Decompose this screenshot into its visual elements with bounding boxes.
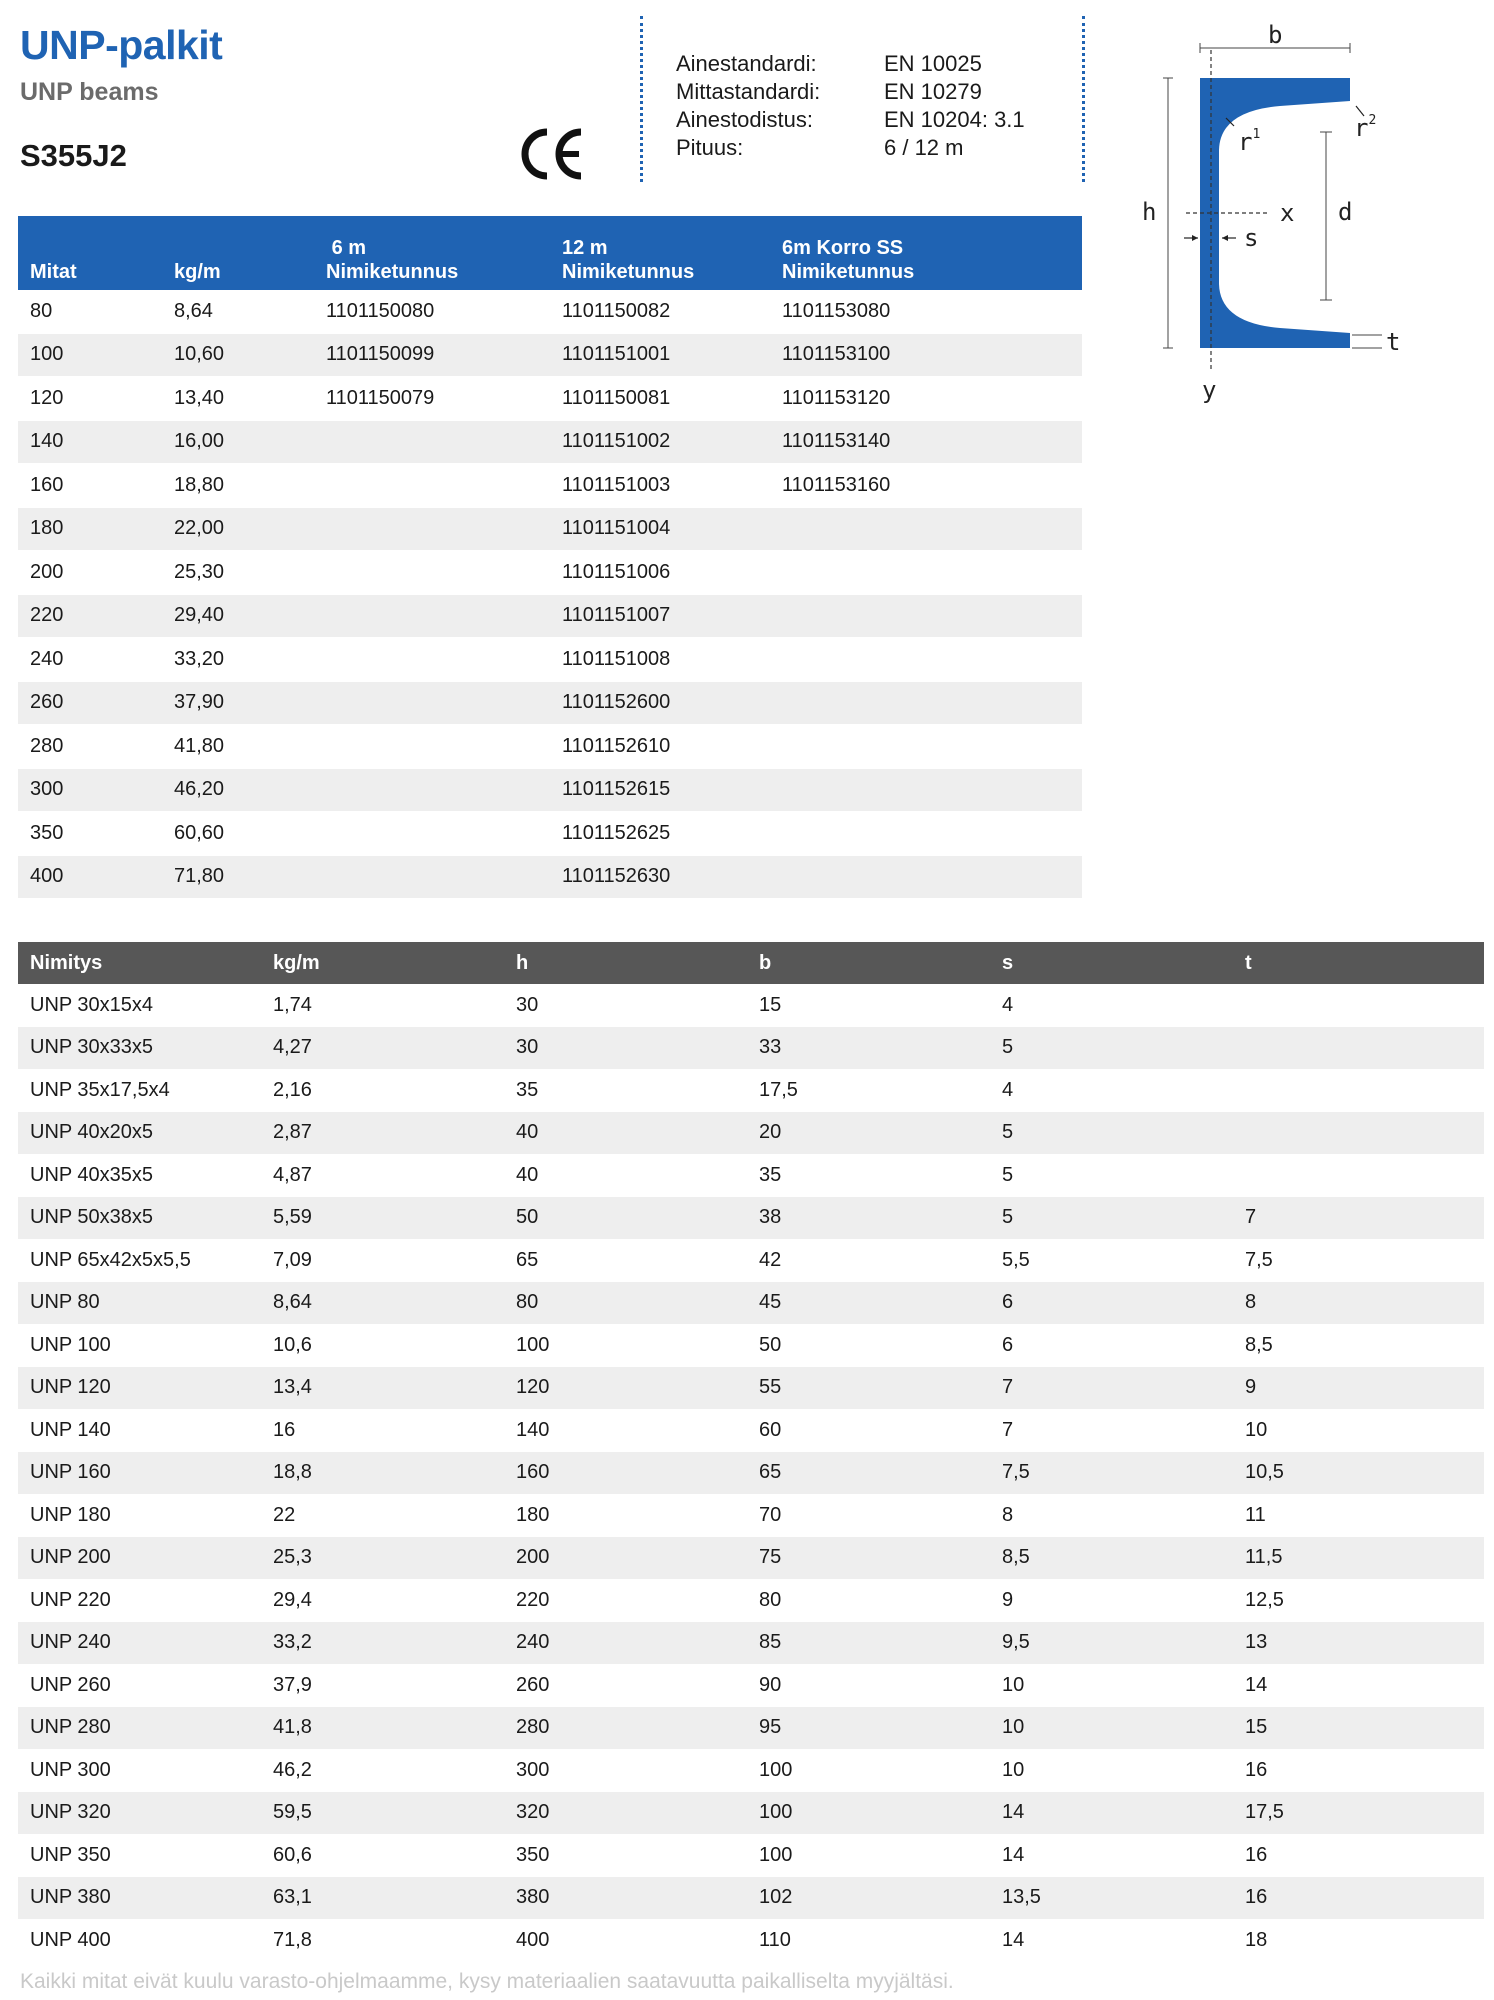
table-cell: 2,16 — [273, 1078, 312, 1101]
table-cell: 16 — [1245, 1758, 1268, 1781]
table-cell: 4 — [1002, 993, 1014, 1016]
axis-y-label: y — [1202, 376, 1217, 404]
table-row — [18, 1154, 1484, 1197]
table-row — [18, 1919, 1484, 1962]
table-cell: 280 — [18, 725, 162, 769]
table-cell: 18,8 — [261, 1452, 504, 1495]
col-header: 6 m Nimiketunnus — [314, 216, 550, 290]
product-table — [18, 216, 1082, 899]
table-row — [18, 1664, 1484, 1707]
table-cell: 110 — [759, 1928, 791, 1951]
table-cell: 140 — [18, 420, 162, 464]
table-cell: 100 — [759, 1843, 793, 1866]
table-row — [18, 1749, 1484, 1792]
table-cell — [1233, 984, 1484, 1027]
page-subtitle: UNP beams — [20, 78, 159, 106]
table-cell: 9 — [1233, 1367, 1484, 1410]
table-cell: 46,2 — [273, 1758, 312, 1781]
table-cell — [314, 464, 550, 508]
table-cell: 200 — [18, 551, 162, 595]
table-row — [18, 333, 1082, 377]
table-cell: 35 — [516, 1078, 539, 1101]
spec-value: 6 / 12 m — [884, 135, 964, 160]
spec-label: Ainestodistus: — [676, 107, 813, 132]
table-cell — [314, 855, 550, 899]
table-cell: 14 — [1002, 1928, 1025, 1951]
table-cell: 100 — [18, 333, 162, 377]
table-cell: 300 — [18, 768, 162, 812]
table-cell: 380 — [504, 1877, 747, 1920]
table-cell: UNP 80 — [18, 1282, 261, 1325]
table-cell — [314, 420, 550, 464]
table-cell: 5 — [1002, 1163, 1014, 1186]
spec-row — [676, 78, 1025, 106]
table-row — [18, 464, 1082, 508]
table-cell: 65 — [747, 1452, 990, 1495]
table-cell: 160 — [504, 1452, 747, 1495]
table-cell: 16 — [1233, 1877, 1484, 1920]
spec-label: Pituus: — [676, 135, 744, 160]
table-cell: 5,5 — [1002, 1248, 1030, 1271]
table-cell: UNP 40x20x5 — [18, 1112, 261, 1155]
table-cell: 15 — [759, 993, 782, 1016]
table-cell: 75 — [747, 1537, 990, 1580]
table-cell: 5 — [990, 1197, 1233, 1240]
dimension-table — [18, 942, 1484, 1962]
table-cell: 260 — [516, 1673, 550, 1696]
table-cell: 7 — [1233, 1197, 1484, 1240]
table-cell: 100 — [516, 1333, 550, 1356]
table-row — [18, 1324, 1484, 1367]
table-cell — [770, 507, 1082, 551]
table-cell: 7,5 — [1245, 1248, 1273, 1271]
table-cell: UNP 300 — [30, 1758, 111, 1781]
table-row — [18, 507, 1082, 551]
table-row — [18, 1537, 1484, 1580]
table-cell: 25,3 — [261, 1537, 504, 1580]
dim-b-label: b — [1268, 21, 1283, 49]
table-cell: 260 — [18, 681, 162, 725]
table-cell: 280 — [504, 1707, 747, 1750]
product-table-header — [18, 216, 1082, 290]
col-header: kg/m — [261, 942, 504, 984]
table-row — [18, 768, 1082, 812]
table-cell — [314, 638, 550, 682]
axis-x-label: x — [1280, 199, 1295, 227]
table-cell: 30 — [504, 1027, 747, 1070]
table-cell: 80 — [759, 1588, 782, 1611]
table-cell: UNP 200 — [18, 1537, 261, 1580]
table-row — [18, 1707, 1484, 1750]
table-cell: 5 — [990, 1112, 1233, 1155]
table-cell: 1101152600 — [550, 681, 770, 725]
spec-value: EN 10025 — [884, 51, 982, 76]
table-cell: 1101151008 — [550, 638, 770, 682]
table-cell: 55 — [747, 1367, 990, 1410]
table-row — [18, 638, 1082, 682]
table-cell: 1101153120 — [770, 377, 1082, 421]
table-cell — [770, 812, 1082, 856]
table-cell: 180 — [516, 1503, 550, 1526]
table-cell: 220 — [18, 594, 162, 638]
dim-t-label: t — [1386, 328, 1401, 356]
col-header: b — [747, 942, 990, 984]
table-cell: 11,5 — [1233, 1537, 1484, 1580]
col-header: kg/m — [162, 216, 314, 290]
table-cell: 18 — [1245, 1928, 1268, 1951]
table-cell: 13 — [1233, 1622, 1484, 1665]
table-cell: 30 — [516, 993, 539, 1016]
table-cell: 85 — [747, 1622, 990, 1665]
table-cell: 6 — [990, 1282, 1233, 1325]
table-cell — [1233, 1112, 1484, 1155]
table-cell: 41,80 — [162, 725, 314, 769]
table-cell: UNP 240 — [18, 1622, 261, 1665]
divider-left — [640, 16, 643, 182]
table-cell: UNP 280 — [18, 1707, 261, 1750]
table-cell: 13,4 — [261, 1367, 504, 1410]
table-row — [18, 681, 1082, 725]
table-cell: 240 — [504, 1622, 747, 1665]
table-cell: 1101150099 — [314, 333, 550, 377]
table-cell: 180 — [18, 507, 162, 551]
divider-right — [1082, 16, 1085, 182]
table-cell: 10 — [990, 1707, 1233, 1750]
table-cell: 38 — [747, 1197, 990, 1240]
table-row — [18, 551, 1082, 595]
table-cell: UNP 400 — [30, 1928, 111, 1951]
table-cell: 13,5 — [990, 1877, 1233, 1920]
table-cell: 40 — [516, 1163, 539, 1186]
table-cell — [1233, 1027, 1484, 1070]
table-cell: UNP 65x42x5x5,5 — [30, 1248, 191, 1271]
table-cell: 17,5 — [759, 1078, 798, 1101]
table-row — [18, 1027, 1484, 1070]
table-cell: 11 — [1245, 1503, 1266, 1526]
dim-h-label: h — [1142, 198, 1157, 226]
ce-mark-icon — [517, 128, 585, 180]
table-cell: UNP 50x38x5 — [18, 1197, 261, 1240]
table-cell: 1101152610 — [550, 725, 770, 769]
table-cell: UNP 380 — [18, 1877, 261, 1920]
table-cell — [770, 594, 1082, 638]
table-cell: 95 — [747, 1707, 990, 1750]
table-cell: UNP 160 — [18, 1452, 261, 1495]
page-title: UNP-palkit — [20, 22, 223, 68]
radius-r1-label: $r^1$ — [1238, 127, 1261, 156]
table-cell: 350 — [18, 812, 162, 856]
table-cell: 8,64 — [261, 1282, 504, 1325]
table-cell: 15 — [1233, 1707, 1484, 1750]
table-cell: 80 — [18, 290, 162, 333]
spec-row — [676, 106, 1025, 134]
col-header: s — [990, 942, 1233, 984]
table-cell — [770, 725, 1082, 769]
table-cell: 16 — [273, 1418, 296, 1441]
table-cell: UNP 220 — [30, 1588, 111, 1611]
table-cell — [314, 551, 550, 595]
table-row — [18, 420, 1082, 464]
table-cell: 45 — [747, 1282, 990, 1325]
table-cell — [770, 681, 1082, 725]
table-cell: 1101151002 — [550, 420, 770, 464]
table-row — [18, 1494, 1484, 1537]
table-cell — [770, 855, 1082, 899]
table-row — [18, 1452, 1484, 1495]
table-cell: 35 — [759, 1163, 782, 1186]
table-cell: 16 — [1245, 1843, 1268, 1866]
table-cell: 1101151001 — [550, 333, 770, 377]
table-cell: UNP 350 — [30, 1843, 111, 1866]
table-row — [18, 1409, 1484, 1452]
table-cell: 1101151007 — [550, 594, 770, 638]
table-row — [18, 1197, 1484, 1240]
table-row — [18, 1834, 1484, 1877]
table-cell: 1101150081 — [550, 377, 770, 421]
table-cell: 41,8 — [261, 1707, 504, 1750]
dim-s-label: s — [1244, 224, 1259, 252]
table-cell: 8,5 — [990, 1537, 1233, 1580]
table-cell: UNP 40x35x5 — [30, 1163, 154, 1186]
table-cell: 10,5 — [1233, 1452, 1484, 1495]
table-cell: UNP 260 — [30, 1673, 111, 1696]
table-cell — [1233, 1069, 1484, 1112]
table-cell: 1101151004 — [550, 507, 770, 551]
table-cell: 33 — [747, 1027, 990, 1070]
table-cell: UNP 320 — [18, 1792, 261, 1835]
table-cell: 60,60 — [162, 812, 314, 856]
table-cell: 120 — [18, 377, 162, 421]
table-cell: UNP 30x15x4 — [30, 993, 154, 1016]
dimension-table-header — [18, 942, 1484, 984]
steel-grade: S355J2 — [20, 138, 127, 173]
table-cell: 1,74 — [273, 993, 312, 1016]
table-row — [18, 725, 1082, 769]
spec-row — [676, 134, 1025, 162]
table-cell: 320 — [504, 1792, 747, 1835]
table-cell — [314, 594, 550, 638]
table-cell: 220 — [516, 1588, 550, 1611]
table-cell: 22,00 — [162, 507, 314, 551]
radius-r2-label: $r^2$ — [1354, 113, 1377, 142]
table-cell — [770, 551, 1082, 595]
table-cell: 37,90 — [162, 681, 314, 725]
table-cell: 90 — [759, 1673, 782, 1696]
table-cell: 18,80 — [162, 464, 314, 508]
spec-value: EN 10204: 3.1 — [884, 107, 1025, 132]
table-cell: 102 — [747, 1877, 990, 1920]
col-header: Nimitys — [18, 942, 261, 984]
table-cell: 71,80 — [162, 855, 314, 899]
table-cell: 16,00 — [162, 420, 314, 464]
table-cell: 37,9 — [273, 1673, 312, 1696]
table-cell: 400 — [516, 1928, 550, 1951]
col-header: 6m Korro SS Nimiketunnus — [770, 216, 1082, 290]
table-row — [18, 594, 1082, 638]
table-cell: 6 — [1002, 1333, 1014, 1356]
table-row — [18, 1367, 1484, 1410]
table-cell: UNP 30x33x5 — [18, 1027, 261, 1070]
table-cell: UNP 140 — [30, 1418, 111, 1441]
table-cell: 42 — [759, 1248, 782, 1271]
table-cell: 350 — [516, 1843, 550, 1866]
table-row — [18, 1622, 1484, 1665]
table-cell: 7,5 — [990, 1452, 1233, 1495]
table-cell: 7 — [990, 1367, 1233, 1410]
table-cell: 120 — [504, 1367, 747, 1410]
table-cell: 14 — [1002, 1843, 1025, 1866]
unp-section-diagram — [1120, 10, 1420, 410]
col-header: Mitat — [18, 216, 162, 290]
table-cell: 70 — [759, 1503, 782, 1526]
footnote: Kaikki mitat eivät kuulu varasto-ohjelmaamme, kysy materiaalien saatavuutta paikalliselta myyjältäsi. — [20, 1970, 954, 1993]
table-cell: 25,30 — [162, 551, 314, 595]
table-cell: 160 — [18, 464, 162, 508]
table-cell: 33,2 — [261, 1622, 504, 1665]
table-cell: 1101153160 — [770, 464, 1082, 508]
table-cell: 4,27 — [261, 1027, 504, 1070]
table-cell: 1101152615 — [550, 768, 770, 812]
table-cell: 1101150080 — [314, 290, 550, 333]
table-cell: 71,8 — [273, 1928, 312, 1951]
table-cell: 40 — [504, 1112, 747, 1155]
table-row — [18, 855, 1082, 899]
table-row — [18, 1877, 1484, 1920]
table-row — [18, 290, 1082, 333]
col-header: h — [504, 942, 747, 984]
table-cell: 400 — [18, 855, 162, 899]
table-cell: 17,5 — [1233, 1792, 1484, 1835]
table-cell — [314, 812, 550, 856]
table-cell: 29,4 — [273, 1588, 312, 1611]
table-cell: 1101150082 — [550, 290, 770, 333]
table-cell: 80 — [504, 1282, 747, 1325]
table-cell: 46,20 — [162, 768, 314, 812]
table-cell: 4,87 — [273, 1163, 312, 1186]
table-cell: 1101150079 — [314, 377, 550, 421]
col-header: t — [1233, 942, 1484, 984]
table-cell: 1101152625 — [550, 812, 770, 856]
table-cell: 22 — [273, 1503, 296, 1526]
table-cell — [770, 638, 1082, 682]
table-cell: 10,60 — [162, 333, 314, 377]
table-cell: 100 — [759, 1758, 793, 1781]
table-row — [18, 984, 1484, 1027]
table-cell: 14 — [1245, 1673, 1268, 1696]
table-cell: 10,6 — [273, 1333, 312, 1356]
spec-label: Ainestandardi: — [676, 51, 817, 76]
table-cell: 60,6 — [273, 1843, 312, 1866]
table-row — [18, 1792, 1484, 1835]
dim-d-label: d — [1338, 198, 1353, 226]
table-row — [18, 1069, 1484, 1112]
table-row — [18, 1239, 1484, 1282]
table-cell: 240 — [18, 638, 162, 682]
table-cell: 65 — [516, 1248, 539, 1271]
table-cell: 8,64 — [162, 290, 314, 333]
table-cell: 1101153080 — [770, 290, 1082, 333]
table-cell — [1233, 1154, 1484, 1197]
table-row — [18, 1112, 1484, 1155]
table-cell: 12,5 — [1245, 1588, 1284, 1611]
table-cell: 59,5 — [261, 1792, 504, 1835]
table-cell: 10 — [1002, 1673, 1025, 1696]
table-cell: 8 — [1002, 1503, 1014, 1526]
table-cell: 63,1 — [261, 1877, 504, 1920]
table-cell: UNP 35x17,5x4 — [30, 1078, 170, 1101]
table-row — [18, 377, 1082, 421]
table-cell — [314, 507, 550, 551]
table-row — [18, 1579, 1484, 1622]
table-cell: 300 — [516, 1758, 550, 1781]
table-cell: 7 — [1002, 1418, 1014, 1441]
table-cell: 33,20 — [162, 638, 314, 682]
table-cell: 10 — [1002, 1758, 1025, 1781]
spec-label: Mittastandardi: — [676, 79, 821, 104]
spec-row — [676, 50, 1025, 78]
table-cell: 140 — [516, 1418, 550, 1441]
spec-list — [676, 50, 1025, 162]
table-cell: 8,5 — [1245, 1333, 1273, 1356]
table-cell: 8 — [1233, 1282, 1484, 1325]
spec-value: EN 10279 — [884, 79, 982, 104]
table-cell: 200 — [504, 1537, 747, 1580]
table-cell — [314, 681, 550, 725]
table-cell: 1101153100 — [770, 333, 1082, 377]
table-cell: 14 — [990, 1792, 1233, 1835]
table-cell: 10 — [1245, 1418, 1268, 1441]
table-cell: 50 — [504, 1197, 747, 1240]
table-cell: 7,09 — [273, 1248, 312, 1271]
table-cell: 13,40 — [162, 377, 314, 421]
table-cell: 9,5 — [990, 1622, 1233, 1665]
table-cell: 1101151003 — [550, 464, 770, 508]
table-cell: 2,87 — [261, 1112, 504, 1155]
table-cell: 1101151006 — [550, 551, 770, 595]
col-header: 12 m Nimiketunnus — [550, 216, 770, 290]
table-cell: 60 — [759, 1418, 782, 1441]
table-cell: 5 — [990, 1027, 1233, 1070]
table-cell — [314, 768, 550, 812]
table-cell: 1101152630 — [550, 855, 770, 899]
table-cell: UNP 100 — [30, 1333, 111, 1356]
table-row — [18, 812, 1082, 856]
table-cell: 100 — [747, 1792, 990, 1835]
table-cell: UNP 120 — [18, 1367, 261, 1410]
table-cell — [314, 725, 550, 769]
table-cell — [770, 768, 1082, 812]
table-cell: 29,40 — [162, 594, 314, 638]
table-cell: UNP 180 — [30, 1503, 111, 1526]
table-cell: 50 — [759, 1333, 782, 1356]
table-cell: 9 — [1002, 1588, 1014, 1611]
table-cell: 1101153140 — [770, 420, 1082, 464]
table-row — [18, 1282, 1484, 1325]
table-cell: 20 — [747, 1112, 990, 1155]
table-cell: 4 — [1002, 1078, 1014, 1101]
table-cell: 5,59 — [261, 1197, 504, 1240]
